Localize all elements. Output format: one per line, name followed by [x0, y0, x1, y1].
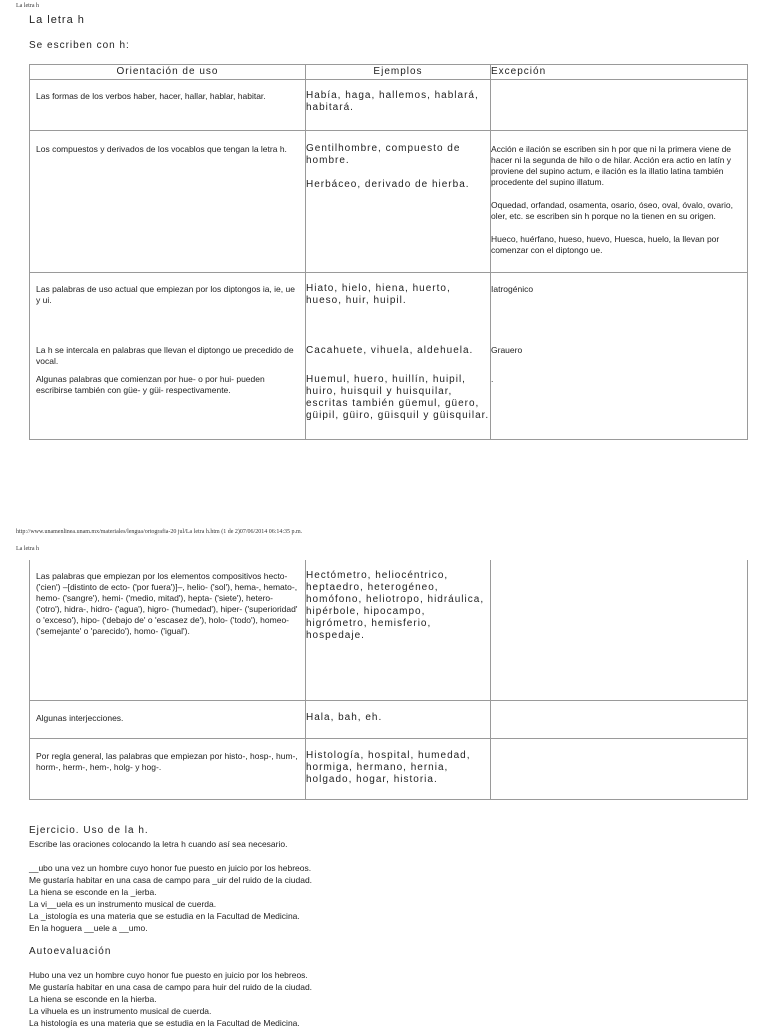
rules-table-continued [29, 560, 748, 800]
selfcheck-sentence: La vihuela es un instrumento musical de cuerda. [29, 1006, 212, 1016]
exercise-sentence: La hiena se esconde en la _ierba. [29, 887, 157, 897]
table-row [30, 80, 748, 131]
examples-cell: Gentilhombre, compuesto de hombre. Herbáceo, derivado de hierba. [306, 131, 491, 273]
page-title: La letra h [29, 14, 85, 26]
rule-cell: Algunas interjecciones. [30, 700, 306, 738]
exercise-sentence: Me gustaría habitar en una casa de campo para _uir del ruido de la ciudad. [29, 875, 313, 885]
exception-cell: Grauero [491, 335, 748, 371]
examples-cell: Había, haga, hallemos, hablará, habitará. [306, 80, 491, 131]
rule-cell: Por regla general, las palabras que empiezan por histo-, hosp-, hum-, horm-, herm-, hem-, holg- y hog-. [30, 738, 306, 799]
rule-cell: Las palabras que empiezan por los elementos compositivos hecto- ('cien') –[distinto de ecto- ('por fuera')]–, helio- ('sol'), hema-, hemato-, hemo- ('sangre'), hemi- ('medio, mitad'), hepta- ('siete'), hetero- ('otro'), hidra-, hidro- ('agua'), higro- ('humedad'), hiper- ('superioridad' o 'exceso'), hipo- ('debajo de' o 'escasez de'), holo- ('todo'), homeo- ('semejante' o 'parecido'), homo- ('igual'). [30, 560, 306, 700]
table-header-row [30, 65, 748, 80]
rule-cell: Algunas palabras que comienzan por hue- o por hui- pueden escribirse también con güe- y güi- respectivamente. [30, 371, 306, 440]
exercise-heading: Ejercicio. Uso de la h. [29, 825, 149, 836]
examples-cell: Huemul, huero, huillín, huipil, huiro, huisquil y huisquilar, escritas también güemul, güero, güipil, güiro, güisquil y güisquilar. [306, 371, 491, 440]
rules-table [29, 64, 748, 440]
examples-cell: Cacahuete, vihuela, aldehuela. [306, 335, 491, 371]
exception-cell [491, 560, 748, 700]
page-header: La letra h [16, 3, 39, 9]
exception-cell: Acción e ilación se escriben sin h por que ni la primera viene de hacer ni la segunda de hilo o de hilar. Acción era actio en latín y proviene del supino actum, e ilación es la illatio latina también procedente del supino illatum. Oquedad, orfandad, osamenta, osario, óseo, oval, óvalo, ovario, oler, etc. se escriben sin h porque no la tienen en su origen. Hueco, huérfano, hueso, huevo, Huesca, huelo, la llevan por comenzar con el diptongo ue. [491, 131, 748, 273]
rule-cell: Los compuestos y derivados de los vocablos que tengan la letra h. [30, 131, 306, 273]
selfcheck-heading: Autoevaluación [29, 946, 112, 957]
exception-cell: Iatrogénico [491, 273, 748, 335]
page-header: La letra h [16, 546, 39, 552]
table-row [30, 131, 748, 273]
exercise-sentence: __ubo una vez un hombre cuyo honor fue puesto en juicio por los hebreos. [29, 863, 312, 873]
table-row [30, 560, 748, 700]
selfcheck-sentence: Me gustaría habitar en una casa de campo para huir del ruido de la ciudad. [29, 982, 313, 992]
column-header: Ejemplos [306, 65, 491, 80]
exception-cell [491, 738, 748, 799]
rule-cell: Las palabras de uso actual que empiezan por los diptongos ia, ie, ue y ui. [30, 273, 306, 335]
table-row [30, 335, 748, 371]
exercise-sentence: En la hoguera __uele a __umo. [29, 923, 148, 933]
table-row [30, 371, 748, 440]
exception-cell: . [491, 371, 748, 440]
column-header: Orientación de uso [30, 65, 306, 80]
exercise-sentence: La vi__uela es un instrumento musical de cuerda. [29, 899, 217, 909]
examples-cell: Histología, hospital, humedad, hormiga, hermano, hernia, holgado, hogar, historia. [306, 738, 491, 799]
column-header: Excepción [491, 65, 748, 80]
exercise-instruction: Escribe las oraciones colocando la letra h cuando así sea necesario. [29, 839, 288, 849]
table-row [30, 273, 748, 335]
exception-cell [491, 80, 748, 131]
exercise-sentence: La _istología es una materia que se estudia en la Facultad de Medicina. [29, 911, 300, 921]
examples-cell: Hala, bah, eh. [306, 700, 491, 738]
rule-cell: Las formas de los verbos haber, hacer, hallar, hablar, habitar. [30, 80, 306, 131]
examples-cell: Hiato, hielo, hiena, huerto, hueso, huir, huipil. [306, 273, 491, 335]
rule-cell: La h se intercala en palabras que llevan el diptongo ue precedido de vocal. [30, 335, 306, 371]
table-row [30, 700, 748, 738]
selfcheck-sentence: Hubo una vez un hombre cuyo honor fue puesto en juicio por los hebreos. [29, 970, 308, 980]
page-subtitle: Se escriben con h: [29, 40, 130, 51]
page-footer-url: http://www.unamenlinea.unam.mx/materiales/lengua/ortografia-20 jul/La letra h.htm (1 de 2)07/06/2014 06:14:35 p.m. [16, 529, 303, 535]
exception-cell [491, 700, 748, 738]
selfcheck-sentence: La histología es una materia que se estudia en la Facultad de Medicina. [29, 1018, 300, 1028]
examples-cell: Hectómetro, heliocéntrico, heptaedro, heterogéneo, homófono, heliotropo, hidráulica, hipérbole, hipocampo, higrómetro, hemisferio, hospedaje. [306, 560, 491, 700]
table-row [30, 738, 748, 799]
selfcheck-sentence: La hiena se esconde en la hierba. [29, 994, 157, 1004]
